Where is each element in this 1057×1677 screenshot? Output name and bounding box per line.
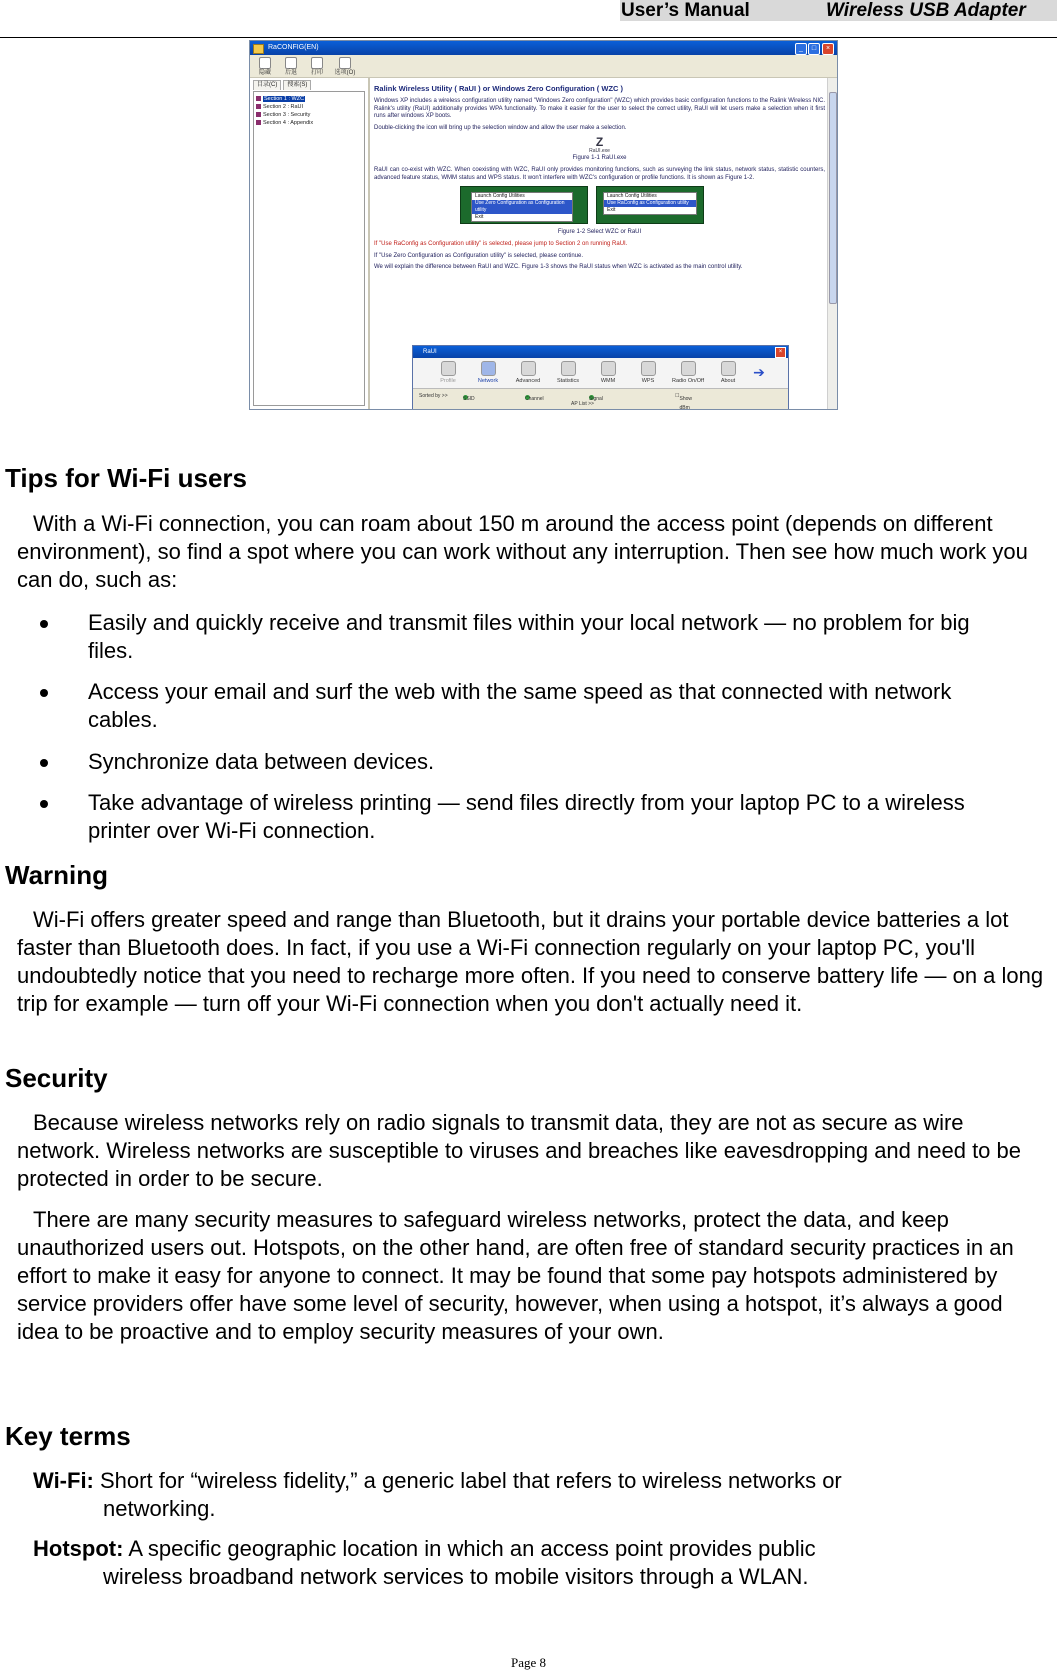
- raui-logo-label: RaUI.exe: [589, 148, 610, 154]
- minimize-icon[interactable]: _: [795, 43, 807, 55]
- bullet-icon: [40, 620, 48, 628]
- selection-menus-figure: [374, 186, 825, 224]
- back-arrow-icon: [285, 57, 297, 69]
- help-doc-paragraph: Windows XP includes a wireless configuration utility named "Windows Zero configuration" (WZC) which provides basic configuration functions to the Ralink Wireless NIC. Ralink's utility (RaUI) additionally provides WPA functionality. To make it easier for the user to select the correct utility, RaUI will let users make a selection when it first runs after windows XP boots.: [374, 98, 825, 119]
- menu-item[interactable]: Use RaConfig as Configuration utility: [604, 200, 696, 207]
- network-label: Network: [477, 378, 499, 384]
- term-definition: Short for “wireless fidelity,” a generic label that refers to wireless networks or: [93, 1468, 842, 1493]
- advanced-icon: [521, 361, 536, 376]
- wps-button[interactable]: [631, 361, 665, 385]
- bullet-text: Take advantage of wireless printing — send files directly from your laptop PC to a wireless printer over Wi-Fi connection.: [88, 790, 965, 843]
- hide-icon: [259, 57, 271, 69]
- arrow-right-icon[interactable]: ➔: [753, 364, 765, 380]
- term-wifi: [33, 1467, 993, 1523]
- wzc-menu-screenshot: [460, 186, 588, 224]
- wmm-label: WMM: [600, 378, 616, 384]
- page-number: Page 8: [510, 1655, 547, 1670]
- menu-item[interactable]: Exit: [475, 214, 484, 220]
- term-definition-continued: networking.: [103, 1496, 216, 1521]
- bullet-icon: [40, 689, 48, 697]
- print-label: 打印: [310, 70, 323, 76]
- raconfig-menu-screenshot: [596, 186, 704, 224]
- help-doc-title: Ralink Wireless Utility ( RaUI ) or Windows Zero Configuration ( WZC ): [374, 84, 624, 93]
- help-nav-pane: [250, 78, 370, 409]
- bullet-text: Synchronize data between devices.: [88, 749, 435, 774]
- toc-item-section-3[interactable]: [256, 111, 362, 119]
- security-paragraph-1: Because wireless networks rely on radio signals to transmit data, they are not as secure as wire network. Wireless networks are susceptible to viruses and breaches like eavesdropping and need to be protected in order to be secure.: [17, 1110, 1021, 1191]
- raui-titlebar: [413, 346, 788, 358]
- tips-intro: With a Wi-Fi connection, you can roam about 150 m around the access point (depends on different environment), so find a spot where you can work without any interruption. Then see how much work you can do, such as:: [17, 511, 1028, 592]
- page-header: [0, 0, 1057, 40]
- help-doc-paragraph: Double-clicking the icon will bring up the selection window and allow the user make a selection.: [374, 124, 627, 131]
- raui-logo-icon: Z RaUI.exe: [374, 136, 825, 154]
- menu-item[interactable]: Launch Config Utilities: [475, 193, 525, 199]
- statistics-label: Statistics: [556, 378, 579, 384]
- toc-label: Section 3 : Security: [263, 112, 311, 118]
- toc-item-section-1[interactable]: [256, 95, 362, 103]
- radio-icon: [681, 361, 696, 376]
- show-dbm-label: Show dBm: [679, 396, 692, 410]
- help-doc-paragraph: If "Use RaConfig as Configuration utility" is selected, please jump to Section 2 on running RaUI.: [374, 241, 628, 247]
- back-button[interactable]: [280, 57, 302, 77]
- options-label: 选项(O): [334, 70, 356, 76]
- context-menu: [603, 192, 697, 215]
- term-label: Hotspot:: [33, 1536, 124, 1561]
- help-window-screenshot: [249, 40, 838, 410]
- printer-icon: [311, 57, 323, 69]
- close-icon[interactable]: ×: [775, 347, 786, 358]
- advanced-button[interactable]: [511, 361, 545, 385]
- warning-heading: Warning: [5, 860, 109, 890]
- security-paragraph-2: There are many security measures to safeguard wireless networks, protect the data, and keep unauthorized users out. Hotspots, on the other hand, are often free of standard security practices in an effort to make it easy for anyone to connect. It may be found that some pay hotspots administered by service providers offer have some level of security, however, when using a hotspot, it’s always a good idea to be proactive and to employ security measures of your own.: [17, 1207, 1014, 1344]
- hide-button[interactable]: [254, 57, 276, 77]
- ap-list-label: AP List >>: [571, 401, 594, 407]
- toc-item-section-2[interactable]: [256, 103, 362, 111]
- profile-label: Profile: [440, 378, 456, 384]
- help-nav-tabs: [253, 80, 313, 90]
- raui-window-screenshot: [412, 345, 789, 410]
- profile-icon: [441, 361, 456, 376]
- figure-caption: Figure 1-1 RaUI.exe: [572, 155, 627, 161]
- radio-label: Radio On/Off: [672, 378, 704, 384]
- help-doc-paragraph: We will explain the difference between RaUI and WZC. Figure 1-3 shows the RaUI status when WZC is activated as the main control utility.: [374, 264, 743, 270]
- tips-heading: Tips for Wi-Fi users: [5, 463, 247, 493]
- toc-label: Section 1 : WZC: [264, 96, 305, 102]
- term-definition-continued: wireless broadband network services to mobile visitors through a WLAN.: [103, 1564, 809, 1589]
- help-toolbar: [250, 55, 837, 78]
- help-doc-paragraph: RaUI can co-exist with WZC. When coexisting with WZC, RaUI only provides monitoring functions, such as surveying the link status, network status, statistic counters, advanced feature status, WMM status and WPS status. It won't interfere with WZC's configuration or profile functions. It is shown as Figure 1-2.: [374, 167, 825, 181]
- term-definition: A specific geographic location in which an access point provides public: [123, 1536, 816, 1561]
- book-icon: [256, 112, 261, 117]
- term-label: Wi-Fi:: [33, 1468, 94, 1493]
- about-button[interactable]: [711, 361, 745, 385]
- warning-text: Wi-Fi offers greater speed and range than Bluetooth, but it drains your portable device batteries a lot faster than Bluetooth does. In fact, if you use a Wi-Fi connection regularly on your laptop PC, you'll undoubtedly notice that you need to recharge more often. If you need to conserve battery life — on a long trip for example — turn off your Wi-Fi connection when you don't actually need it.: [17, 907, 1044, 1016]
- help-window-titlebar: [250, 41, 837, 55]
- key-terms-heading: Key terms: [5, 1421, 131, 1451]
- raui-toolbar: [413, 358, 788, 389]
- tab-contents[interactable]: 目录(C): [253, 80, 281, 90]
- wps-icon: [641, 361, 656, 376]
- figure-caption: Figure 1-2 Select WZC or RaUI: [557, 229, 642, 235]
- statistics-button[interactable]: [551, 361, 585, 385]
- maximize-icon[interactable]: □: [808, 43, 820, 55]
- ssid-label: SSID: [463, 396, 475, 402]
- advanced-label: Advanced: [515, 378, 541, 384]
- channel-label: Channel: [525, 396, 544, 402]
- radio-toggle-button[interactable]: [671, 361, 705, 385]
- wmm-button[interactable]: [591, 361, 625, 385]
- toc-item-section-4[interactable]: [256, 119, 362, 127]
- bullet-icon: [40, 759, 48, 767]
- menu-item[interactable]: Exit: [607, 207, 616, 213]
- options-button[interactable]: [334, 57, 356, 77]
- sort-label: Sorted by >>: [419, 393, 448, 399]
- header-rule: [0, 37, 1057, 38]
- help-doc-paragraph: If "Use Zero Configuration as Configuration utility" is selected, please continue.: [374, 252, 584, 259]
- show-dbm-checkbox[interactable]: ☐ Show dBm: [675, 392, 679, 401]
- profile-button[interactable]: [431, 361, 465, 385]
- table-of-contents: [253, 91, 365, 406]
- signal-label: Signal: [589, 396, 603, 402]
- about-label: About: [720, 378, 736, 384]
- help-window-title: RaCONFIG(EN): [268, 44, 319, 51]
- term-hotspot: [33, 1535, 993, 1591]
- about-icon: [721, 361, 736, 376]
- network-icon: [481, 361, 496, 376]
- context-menu: [471, 192, 573, 222]
- header-product-label: Wireless USB Adapter: [826, 0, 1026, 21]
- raui-title: RaUI: [423, 349, 437, 355]
- wmm-icon: [601, 361, 616, 376]
- print-button[interactable]: [306, 57, 328, 77]
- wps-label: WPS: [641, 378, 655, 384]
- header-manual-label: User’s Manual: [621, 0, 750, 21]
- bullet-text: Easily and quickly receive and transmit files within your local network — no problem for big files.: [88, 610, 970, 663]
- close-icon[interactable]: ×: [822, 43, 834, 55]
- book-icon: [256, 96, 261, 101]
- help-scrollbar[interactable]: [827, 78, 837, 409]
- book-icon: [256, 120, 261, 125]
- statistics-icon: [561, 361, 576, 376]
- tab-search[interactable]: 搜索(S): [283, 80, 311, 90]
- hide-label: 隐藏: [258, 70, 271, 76]
- back-label: 后退: [284, 70, 297, 76]
- raui-ap-list-header: [413, 389, 788, 410]
- menu-item[interactable]: Use Zero Configuration as Configuration utility: [472, 200, 572, 214]
- bullet-text: Access your email and surf the web with the same speed as that connected with network cables.: [88, 679, 952, 732]
- menu-item[interactable]: Launch Config Utilities: [607, 193, 657, 199]
- toc-label: Section 2 : RaUI: [263, 104, 304, 110]
- help-book-icon: [253, 44, 264, 54]
- scrollbar-thumb[interactable]: [829, 92, 837, 304]
- bullet-icon: [40, 800, 48, 808]
- toc-label: Section 4 : Appendix: [263, 120, 314, 126]
- security-heading: Security: [5, 1063, 108, 1093]
- options-icon: [339, 57, 351, 69]
- book-icon: [256, 104, 261, 109]
- network-button[interactable]: [471, 361, 505, 385]
